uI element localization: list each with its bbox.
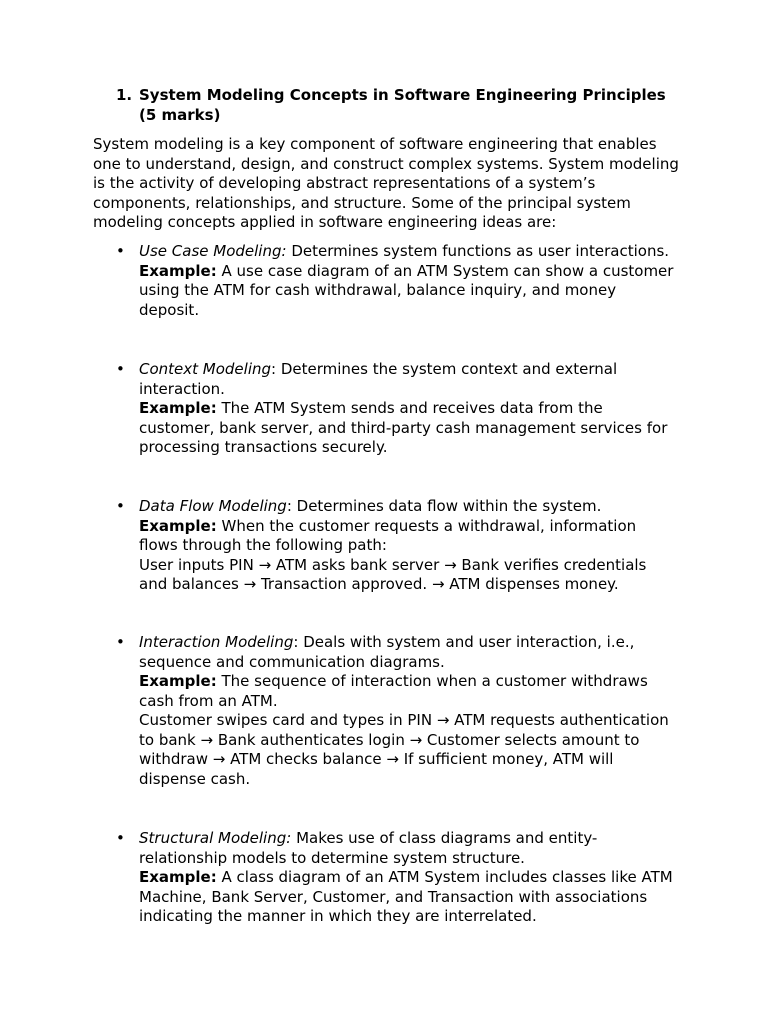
list-item-structural-modeling <box>116 829 676 927</box>
example-text: A class diagram of an ATM System includes classes like ATM Machine, Bank Server, Customer, and Transaction with associations indicating the manner in which they are interrelated. <box>139 868 673 925</box>
example-label: Example: <box>139 672 217 690</box>
list-item-interaction-modeling <box>116 633 676 789</box>
example-text: When the customer requests a withdrawal, information flows through the following path: <box>139 516 637 554</box>
item-example <box>139 517 676 556</box>
bullet-icon: • <box>116 829 125 847</box>
item-example <box>139 262 676 321</box>
bullet-icon: • <box>116 360 125 378</box>
item-flow-path: Customer swipes card and types in PIN → ATM requests authentication to bank → Bank authenticates login → Customer selects amount to withdraw → ATM checks balance → If sufficient money, ATM will dispense cash. <box>139 711 669 788</box>
bullet-icon: • <box>116 633 125 651</box>
item-description: : Determines the system context and external interaction. <box>139 360 618 398</box>
heading-number: 1. <box>116 86 133 104</box>
example-label: Example: <box>139 261 217 280</box>
item-example <box>139 672 676 711</box>
heading-title: System Modeling Concepts in Software Engineering Principles (5 marks) <box>139 86 666 124</box>
intro-paragraph: System modeling is a key component of software engineering that enables one to understand, design, and construct complex systems. System modeling is the activity of developing abstract representations of a system’s components, relationships, and structure. Some of the principal system modeling concepts applied in software engineering ideas are: <box>93 135 679 231</box>
list-item-context-modeling <box>116 360 676 458</box>
example-label: Example: <box>139 868 217 886</box>
list-item-use-case-modeling <box>116 242 676 320</box>
item-definition <box>139 829 676 868</box>
item-example <box>139 868 676 927</box>
item-term: Structural Modeling: <box>139 829 292 847</box>
example-label: Example: <box>139 399 217 417</box>
item-term: Context Modeling <box>139 360 272 378</box>
item-term: Data Flow Modeling <box>139 497 287 515</box>
item-description: : Deals with system and user interaction, i.e., sequence and communication diagrams. <box>139 633 635 671</box>
example-text: A use case diagram of an ATM System can show a customer using the ATM for cash withdrawal, balance inquiry, and money deposit. <box>139 261 674 319</box>
item-definition <box>139 360 676 399</box>
bullet-icon: • <box>116 242 125 260</box>
section-heading <box>116 86 676 125</box>
item-definition <box>139 242 676 262</box>
item-flow-path: User inputs PIN → ATM asks bank server → Bank verifies credentials and balances → Transaction approved. → ATM dispenses money. <box>139 555 647 593</box>
item-description: Makes use of class diagrams and entity-relationship models to determine system structure. <box>139 829 598 867</box>
bullet-icon: • <box>116 497 125 515</box>
item-description: Determines system functions as user interactions. <box>286 242 670 260</box>
item-definition <box>139 497 676 517</box>
example-text: The ATM System sends and receives data from the customer, bank server, and third-party cash management services for processing transactions securely. <box>139 399 668 456</box>
item-description: : Determines data flow within the system. <box>286 497 602 515</box>
list-item-data-flow-modeling <box>116 497 676 595</box>
item-term: Use Case Modeling: <box>139 242 287 260</box>
example-label: Example: <box>139 516 217 535</box>
item-term: Interaction Modeling <box>139 633 294 651</box>
item-definition <box>139 633 676 672</box>
example-text: The sequence of interaction when a customer withdraws cash from an ATM. <box>139 672 648 710</box>
item-example <box>139 399 676 458</box>
